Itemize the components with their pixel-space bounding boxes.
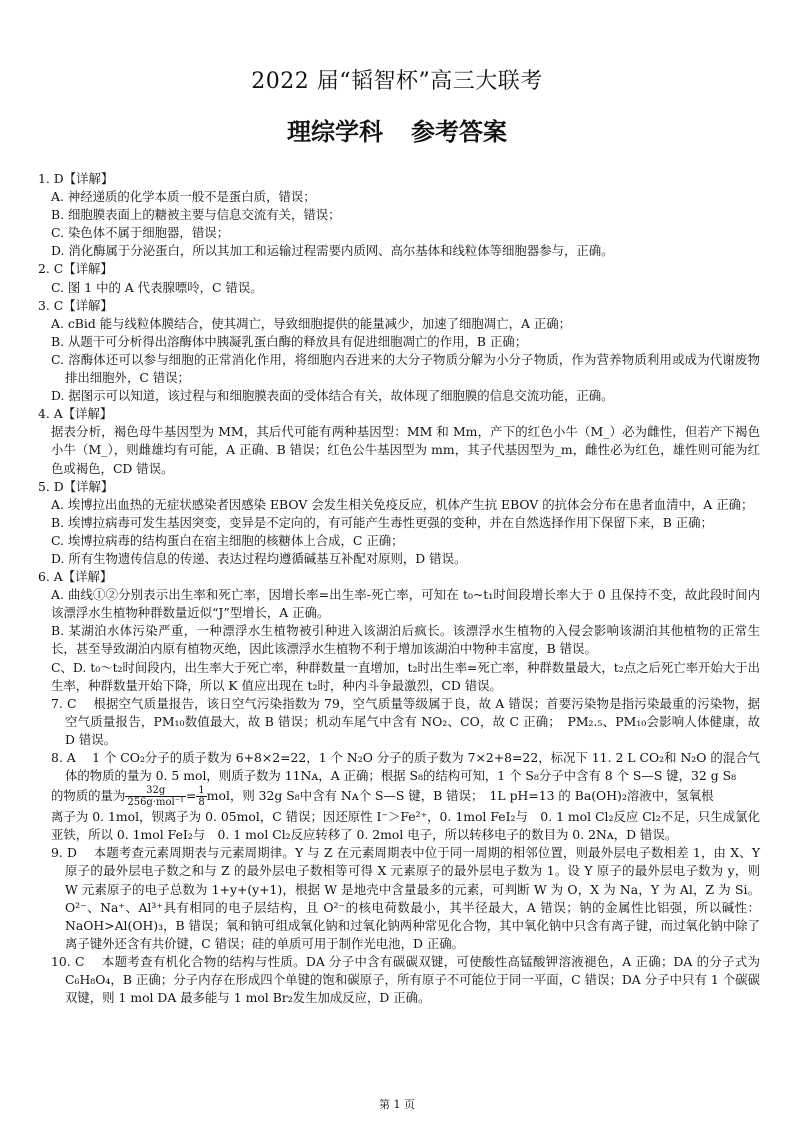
q5-option-a: A. 埃博拉出血热的无症状感染者因感染 EBOV 会发生相关免疫反应，机体产生抗 EBOV 的抗体会分布在患者血清中，A 正确；	[51, 496, 754, 512]
equals-sign: =	[186, 788, 197, 804]
one-eighth-fraction	[196, 785, 206, 808]
q7-answer: 7. C 根据空气质量报告，该日空气污染指数为 79，空气质量等级属于良，故 A 错误；首要污染物是指污染最重的污染物，据空气质量报告，PM₁₀数值最大，故 B 错误；机动车尾气中含有 NO₂、CO，故 C 正确； PM₂.₅、PM₁₀会影响人体健康，故 D 错误。	[51, 695, 760, 747]
q1-option-d: D. 消化酶属于分泌蛋白，所以其加工和运输过程需要内质网、高尔基体和线粒体等细胞器参与，正确。	[51, 243, 614, 259]
q8-answer-line3: 离子为 0. 1mol，钡离子为 0. 05mol，C 错误；因还原性 I⁻＞Fe²⁺，0. 1mol FeI₂与 0. 1 mol Cl₂反应 Cl₂不足，只生成氯化亚铁，所以 0. 1mol FeI₂与 0. 1 mol Cl₂反应转移了 0. 2mol 电子，所以转移电子的数目为 0. 2Nᴀ，D 错误。	[51, 809, 760, 843]
q2-heading: 2. C【详解】	[38, 261, 113, 277]
q10-answer: 10. C 本题考查有机化合物的结构与性质。DA 分子中含有碳碳双键，可使酸性高锰酸钾溶液褪色，A 正确；DA 的分子式为C₆H₈O₄，B 正确；分子内存在形成四个单键的饱和碳原子，所有原子不可能位于同一平面，C 错误；DA 分子中只有 1 个碳碳双键，则 1 mol DA 最多能与 1 mol Br₂发生加成反应，D 正确。	[51, 953, 760, 1006]
fraction-denominator: 256g·mol⁻¹	[127, 797, 184, 809]
fraction-numerator: 32g	[125, 785, 186, 797]
q5-option-c: C. 埃博拉病毒的结构蛋白在宿主细胞的核糖体上合成，C 正确；	[51, 532, 404, 548]
q1-option-b: B. 细胞膜表面上的糖被主要与信息交流有关，错误；	[51, 207, 341, 223]
q9-answer: 9. D 本题考查元素周期表与元素周期律。Y 与 Z 在元素周期表中位于同一周期的相邻位置，则最外层电子数相差 1，由 X、Y 原子的最外层电子数之和与 Z 的最外层电子数相等可得 X 元素原子的最外层电子数为 1。设 Y 原子的最外层电子数为 y，则 W 元素原子的电子总数为 1+y+(y+1)，根据 W 是地壳中含量最多的元素，可判断 W 为 O，X 为 Na，Y 为 Al，Z 为 Si。O²⁻、Na⁺、Al³⁺具有相同的电子层结构，且 O²⁻的核电荷数最小，其半径最大，A 错误；钠的金属性比铝强，所以碱性：NaOH>Al(OH)₃，B 错误；氧和钠可组成氧化钠和过氧化钠两种常见化合物，其中氧化钠中只含有离子键，而过氧化钠中除了离子键外还含有共价键，C 错误；硅的单质可用于制作光电池，D 正确。	[51, 845, 760, 951]
q1-option-c: C. 染色体不属于细胞器，错误；	[51, 225, 229, 241]
q4-heading: 4. A【详解】	[38, 406, 113, 422]
exam-title: 2022 届“韬智杯”高三大联考	[251, 69, 543, 94]
page-number: 第 1 页	[379, 1098, 415, 1111]
q6-heading: 6. A【详解】	[38, 569, 113, 585]
q3-option-d: D. 据图示可以知道，该过程与和细胞膜表面的受体结合有关，故体现了细胞膜的信息交流功能，正确。	[51, 388, 614, 404]
subject-name: 理综学科	[287, 117, 383, 146]
answers-body	[38, 170, 760, 1007]
fraction-denominator: 8	[198, 797, 205, 809]
q5-heading: 5. D【详解】	[38, 478, 114, 494]
q6-option-cd: C、D. t₀～t₂时间段内，出生率大于死亡率，种群数量一直增加，t₂时出生率=死亡率，种群数量最大，t₂点之后死亡率开始大于出生率，种群数量开始下降，所以 K 值应出现在 t₂时，种内斗争最激烈，CD 错误。	[51, 659, 760, 693]
q5-option-d: D. 所有生物遗传信息的传递、表达过程均遵循碱基互补配对原则，D 错误。	[51, 550, 467, 566]
q1-option-a: A. 神经递质的化学本质一般不是蛋白质，错误；	[51, 189, 316, 205]
q4-explanation: 据表分析，褐色母牛基因型为 MM，其后代可能有两种基因型：MM 和 Mm，产下的红色小牛（M_）必为雌性，但若产下褐色小牛（M_），则雌雄均有可能，A 正确、B 错误；红色公牛基因型为 mm，其子代基因型为_m，雌性必为红色，雄性则可能为红色或褐色，CD 错误。	[51, 424, 760, 476]
answer-label: 参考答案	[411, 117, 507, 146]
q8-pre-text: 的物质的量为	[51, 788, 126, 804]
q1-heading: 1. D【详解】	[38, 171, 114, 186]
q3-heading: 3. C【详解】	[38, 297, 113, 313]
q3-option-a: A. cBid 能与线粒体膜结合，使其凋亡，导致细胞提供的能量减少，加速了细胞凋亡，A 正确；	[51, 315, 572, 331]
q6-option-a: A. 曲线①②分别表示出生率和死亡率，因增长率=出生率-死亡率，可知在 t₀~t₁时间段增长率大于 0 且保持不变，故此段时间内该漂浮水生植物种群数量近似“J”型增长，A 正确。	[51, 587, 760, 621]
fraction-numerator: 1	[198, 785, 205, 797]
q8-answer-line1: 8. A 1 个 CO₂分子的质子数为 6+8×2=22，1 个 N₂O 分子的质子数为 7×2+8=22，标况下 11. 2 L CO₂和 N₂O 的混合气体的物质的量为 0. 5 mol，则质子数为 11Nᴀ，A 正确；根据 S₈的结构可知，1 个 S₈分子中含有 8 个 S—S 键，32 g S₈	[51, 750, 760, 784]
q3-option-c: C. 溶酶体还可以参与细胞的正常消化作用，将细胞内吞进来的大分子物质分解为小分子物质，作为营养物质利用或成为代谢废物排出细胞外，C 错误；	[51, 351, 760, 386]
subject-heading	[0, 112, 794, 147]
q8-post-text: mol，则 32g S₈中含有 Nᴀ个 S—S 键，B 错误； 1L pH=13 的 Ba(OH)₂溶液中，氢氧根	[206, 788, 714, 804]
q8-answer-line2	[38, 785, 760, 808]
q2-option-c: C. 图 1 中的 A 代表腺嘌呤，C 错误。	[51, 279, 263, 295]
q5-option-b: B. 埃博拉病毒可发生基因突变，变异是不定向的，有可能产生毒性更强的变种，并在自然选择作用下保留下来，B 正确；	[51, 514, 713, 530]
mass-over-molar-mass-fraction	[125, 785, 186, 808]
q3-option-b: B. 从题干可分析得出溶酶体中胰凝乳蛋白酶的释放具有促进细胞凋亡的作用，B 正确；	[51, 333, 528, 349]
q6-option-b: B. 某湖泊水体污染严重，一种漂浮水生植物被引种进入该湖泊后疯长。该漂浮水生植物的入侵会影响该湖泊其他植物的正常生长，甚至导致湖泊内原有植物灭绝，因此该漂浮水生植物不利于增加该湖泊中物种丰富度，B 错误。	[51, 623, 760, 657]
